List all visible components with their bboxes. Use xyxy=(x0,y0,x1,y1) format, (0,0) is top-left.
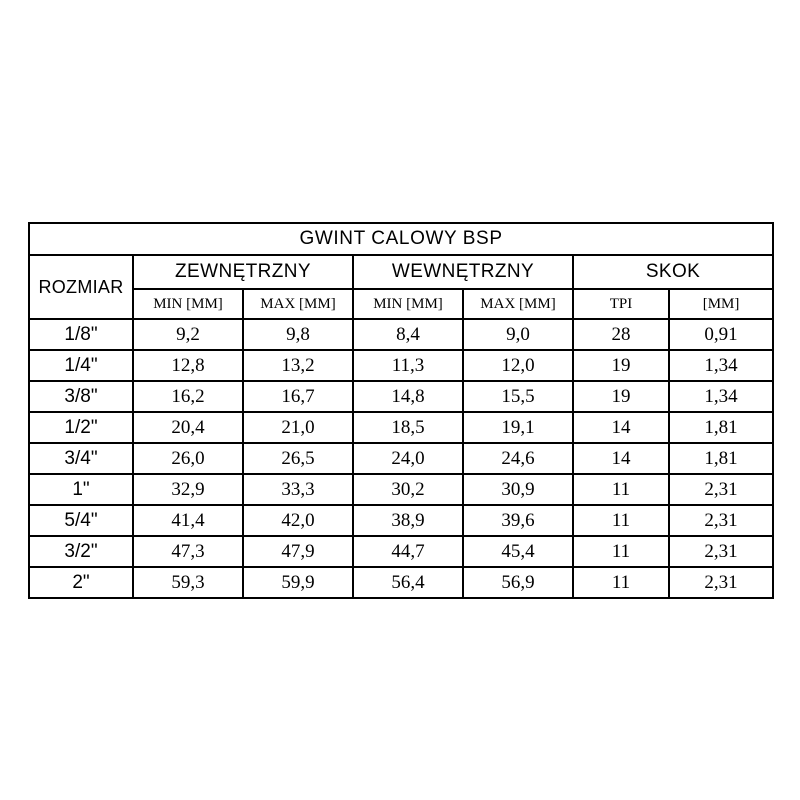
cell-value: 24,0 xyxy=(353,443,463,474)
cell-value: 33,3 xyxy=(243,474,353,505)
cell-value: 11 xyxy=(573,505,669,536)
cell-value: 14,8 xyxy=(353,381,463,412)
column-group-skok: SKOK xyxy=(573,255,773,289)
column-header-skok-tpi: TPI xyxy=(573,289,669,319)
cell-value: 44,7 xyxy=(353,536,463,567)
cell-value: 9,8 xyxy=(243,319,353,350)
cell-value: 38,9 xyxy=(353,505,463,536)
column-header-zewnetrzny-min: MIN [MM] xyxy=(133,289,243,319)
column-header-rozmiar: ROZMIAR xyxy=(29,255,133,319)
cell-value: 24,6 xyxy=(463,443,573,474)
cell-value: 2,31 xyxy=(669,536,773,567)
cell-value: 28 xyxy=(573,319,669,350)
cell-value: 39,6 xyxy=(463,505,573,536)
cell-value: 13,2 xyxy=(243,350,353,381)
cell-value: 30,9 xyxy=(463,474,573,505)
cell-value: 26,0 xyxy=(133,443,243,474)
cell-value: 56,9 xyxy=(463,567,573,598)
cell-size: 1" xyxy=(29,474,133,505)
table-title-row xyxy=(29,223,773,255)
column-group-zewnetrzny: ZEWNĘTRZNY xyxy=(133,255,353,289)
cell-value: 12,8 xyxy=(133,350,243,381)
cell-size: 3/8" xyxy=(29,381,133,412)
table-body xyxy=(29,319,773,598)
table-row xyxy=(29,567,773,598)
cell-value: 1,81 xyxy=(669,443,773,474)
cell-value: 1,81 xyxy=(669,412,773,443)
cell-size: 3/4" xyxy=(29,443,133,474)
cell-value: 47,3 xyxy=(133,536,243,567)
cell-value: 9,2 xyxy=(133,319,243,350)
cell-value: 30,2 xyxy=(353,474,463,505)
cell-size: 1/8" xyxy=(29,319,133,350)
cell-value: 56,4 xyxy=(353,567,463,598)
cell-value: 19 xyxy=(573,381,669,412)
table-row xyxy=(29,505,773,536)
cell-value: 8,4 xyxy=(353,319,463,350)
cell-value: 21,0 xyxy=(243,412,353,443)
cell-size: 1/2" xyxy=(29,412,133,443)
cell-value: 14 xyxy=(573,443,669,474)
table-row xyxy=(29,536,773,567)
cell-value: 18,5 xyxy=(353,412,463,443)
table-title: GWINT CALOWY BSP xyxy=(29,223,773,255)
cell-value: 47,9 xyxy=(243,536,353,567)
cell-value: 2,31 xyxy=(669,474,773,505)
cell-size: 1/4" xyxy=(29,350,133,381)
column-header-wewnetrzny-min: MIN [MM] xyxy=(353,289,463,319)
cell-value: 0,91 xyxy=(669,319,773,350)
column-group-wewnetrzny: WEWNĘTRZNY xyxy=(353,255,573,289)
table-subheader-row xyxy=(29,289,773,319)
column-header-wewnetrzny-max: MAX [MM] xyxy=(463,289,573,319)
cell-value: 11 xyxy=(573,567,669,598)
cell-value: 45,4 xyxy=(463,536,573,567)
table-row xyxy=(29,474,773,505)
cell-value: 16,2 xyxy=(133,381,243,412)
cell-value: 15,5 xyxy=(463,381,573,412)
table-row xyxy=(29,443,773,474)
table-row xyxy=(29,319,773,350)
cell-value: 11 xyxy=(573,474,669,505)
cell-value: 26,5 xyxy=(243,443,353,474)
bsp-thread-table-container xyxy=(28,222,772,599)
table-group-header-row xyxy=(29,255,773,289)
cell-value: 59,9 xyxy=(243,567,353,598)
cell-value: 9,0 xyxy=(463,319,573,350)
column-header-skok-mm: [MM] xyxy=(669,289,773,319)
cell-value: 2,31 xyxy=(669,567,773,598)
cell-value: 1,34 xyxy=(669,381,773,412)
cell-value: 12,0 xyxy=(463,350,573,381)
cell-size: 2" xyxy=(29,567,133,598)
table-header xyxy=(29,223,773,319)
bsp-thread-table xyxy=(28,222,774,599)
table-row xyxy=(29,412,773,443)
cell-value: 11 xyxy=(573,536,669,567)
cell-value: 2,31 xyxy=(669,505,773,536)
cell-value: 19 xyxy=(573,350,669,381)
table-row xyxy=(29,350,773,381)
cell-size: 3/2" xyxy=(29,536,133,567)
cell-value: 41,4 xyxy=(133,505,243,536)
cell-value: 42,0 xyxy=(243,505,353,536)
cell-value: 19,1 xyxy=(463,412,573,443)
cell-value: 11,3 xyxy=(353,350,463,381)
cell-size: 5/4" xyxy=(29,505,133,536)
cell-value: 16,7 xyxy=(243,381,353,412)
table-row xyxy=(29,381,773,412)
cell-value: 59,3 xyxy=(133,567,243,598)
column-header-zewnetrzny-max: MAX [MM] xyxy=(243,289,353,319)
cell-value: 20,4 xyxy=(133,412,243,443)
cell-value: 14 xyxy=(573,412,669,443)
cell-value: 32,9 xyxy=(133,474,243,505)
cell-value: 1,34 xyxy=(669,350,773,381)
